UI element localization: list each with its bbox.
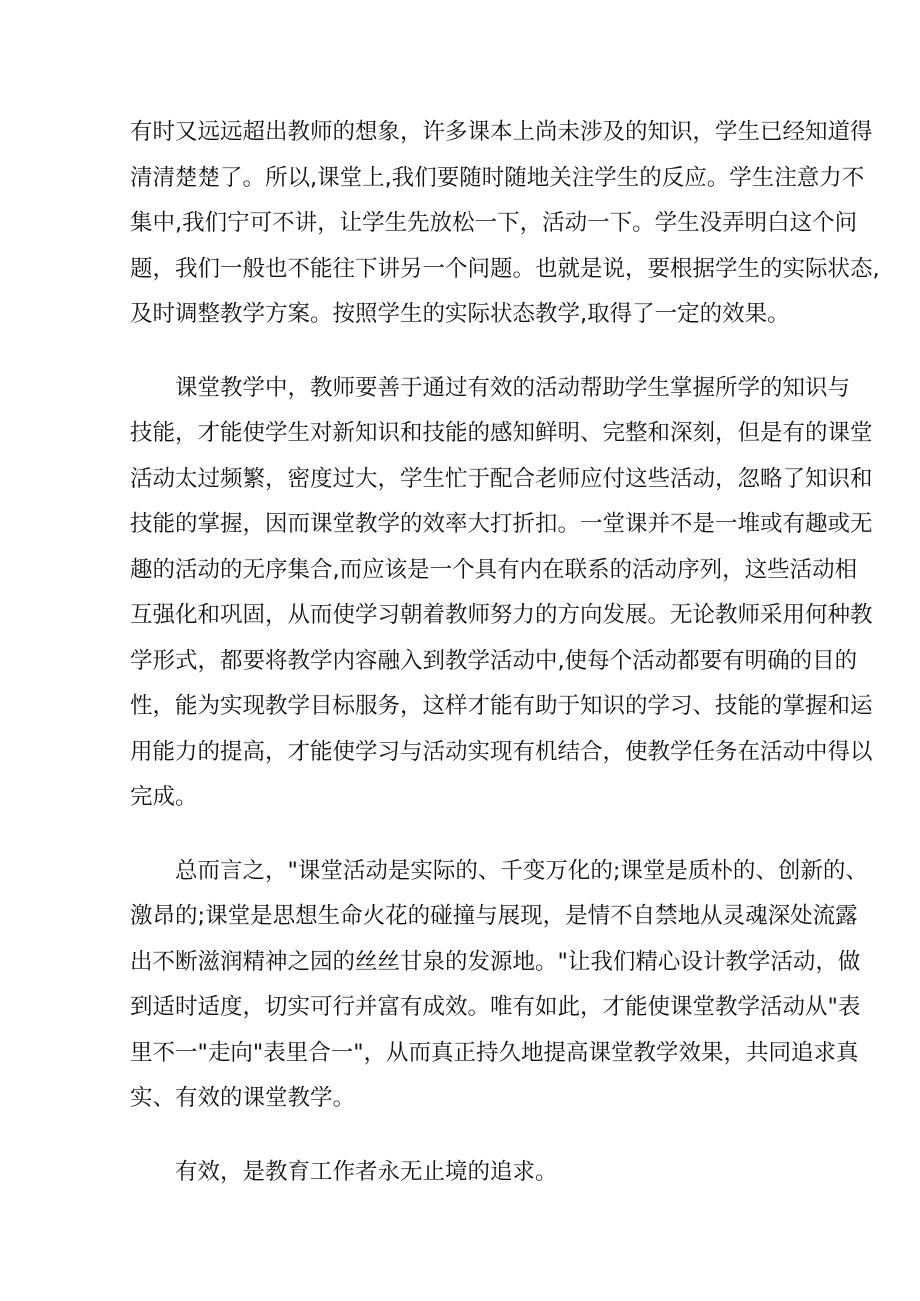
text-line: 技能，才能使学生对新知识和技能的感知鲜明、完整和深刻，但是有的课堂 (130, 420, 873, 446)
text-line-first: 课堂教学中，教师要善于通过有效的活动帮助学生掌握所学的知识与 (175, 374, 851, 401)
text-line: 活动太过频繁，密度过大，学生忙于配合老师应付这些活动，忽略了知识和 (130, 465, 873, 492)
text-line: 出不断滋润精神之园的丝丝甘泉的发源地。"让我们精心设计教学活动，做 (130, 948, 861, 975)
text-line: 有时又远远超出教师的想象，许多课本上尚未涉及的知识，学生已经知道得 (130, 119, 873, 145)
paragraph-4 (130, 1150, 790, 1196)
text-line: 里不一"走向"表里合一"，从而真正持久地提高课堂教学效果，共同追求真 (130, 1039, 859, 1066)
text-line: 互强化和巩固，从而使学习朝着教师努力的方向发展。无论教师采用何种教 (130, 602, 873, 628)
text-line: 技能的掌握，因而课堂教学的效率大打折扣。一堂课并不是一堆或有趣或无 (130, 511, 873, 537)
text-line-first: 有效，是教育工作者永无止境的追求。 (175, 1158, 558, 1185)
paragraph-3 (130, 849, 868, 1122)
paragraph-2 (130, 366, 873, 821)
text-line: 到适时适度，切实可行并富有成效。唯有如此，才能使课堂教学活动从"表 (130, 994, 861, 1020)
text-line: 趣的活动的无序集合,而应该是一个具有内在联系的活动序列，这些活动相 (130, 556, 858, 583)
text-line: 激昂的;课堂是思想生命火花的碰撞与展现，是情不自禁地从灵魂深处流露 (130, 903, 858, 929)
text-line: 性，能为实现教学目标服务，这样才能有助于知识的学习、技能的掌握和运 (130, 693, 873, 719)
text-line: 及时调整教学方案。按照学生的实际状态教学,取得了一定的效果。 (130, 301, 790, 327)
text-line: 实、有效的课堂教学。 (130, 1085, 356, 1111)
text-line-first: 总而言之，"课堂活动是实际的、千变万化的;课堂是质朴的、创新的、 (175, 857, 868, 884)
text-line: 学形式，都要将教学内容融入到教学活动中,使每个活动都要有明确的目的 (130, 647, 858, 674)
text-line: 用能力的提高，才能使学习与活动实现有机结合，使教学任务在活动中得以 (130, 738, 873, 765)
text-line: 清清楚楚了。所以,课堂上,我们要随时随地关注学生的反应。学生注意力不 (130, 164, 865, 191)
paragraph-1 (130, 110, 880, 338)
text-line: 完成。 (130, 784, 198, 810)
text-line: 题，我们一般也不能往下讲另一个问题。也就是说，要根据学生的实际状态, (130, 255, 880, 282)
text-line: 集中,我们宁可不讲，让学生先放松一下，活动一下。学生没弄明白这个问 (130, 210, 858, 236)
